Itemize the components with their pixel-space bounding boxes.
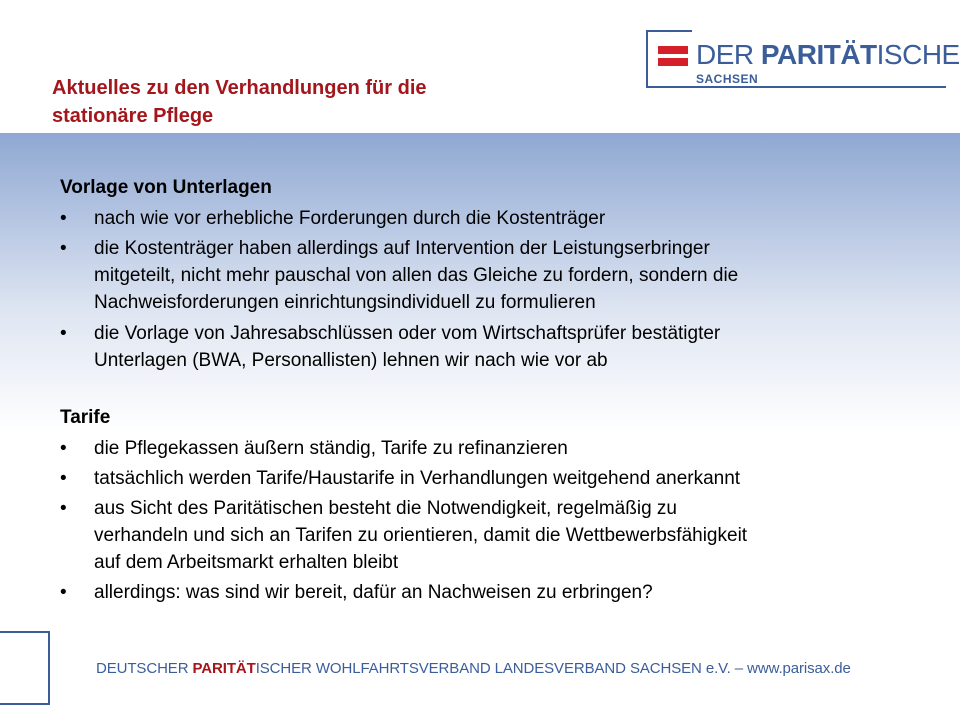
bullet-text: tatsächlich werden Tarife/Haustarife in Verhandlungen weitgehend anerkannt: [94, 468, 741, 489]
bullet-dot: •: [60, 438, 67, 459]
slide-footer: [96, 660, 851, 677]
logo-word-paritaet: PARITÄT: [760, 39, 877, 70]
corner-line-top: [0, 631, 50, 633]
bullet-text: aus Sicht des Paritätischen besteht die Notwendigkeit, regelmäßig zu verhandeln und sich an Tarifen zu orientieren, damit die Wettbewerbsfähigkeit auf dem Arbeitsmarkt erhalten bleibt: [94, 498, 748, 573]
corner-line-bottom: [0, 703, 50, 705]
bullet-text: die Kostenträger haben allerdings auf Intervention der Leistungserbringer mitgeteilt, nicht mehr pauschal von allen das Gleiche zu fordern, sondern die Nachweisforderungen einrichtungsindividuell zu formulieren: [94, 238, 739, 313]
bullet-dot: •: [60, 498, 67, 519]
bullet-text: nach wie vor erhebliche Forderungen durch die Kostenträger: [94, 208, 606, 229]
logo-word-der: DER: [696, 39, 761, 70]
footer-brand: PARITÄT: [192, 660, 256, 677]
bullet-text: die Pflegekassen äußern ständig, Tarife zu refinanzieren: [94, 438, 568, 459]
bullet-dot: •: [60, 468, 67, 489]
slide-title-line-1: Aktuelles zu den Verhandlungen für die: [52, 77, 427, 99]
footer-pre: DEUTSCHER: [96, 660, 193, 677]
bullet-dot: •: [60, 323, 67, 344]
logo-word-ische: ISCHE: [876, 39, 960, 70]
slide-title-line-2: stationäre Pflege: [52, 105, 214, 127]
corner-line-vertical: [48, 631, 50, 705]
footer-post: ISCHER WOHLFAHRTSVERBAND LANDESVERBAND SACHSEN e.V. – www.parisax.de: [255, 660, 851, 677]
bullet-text: allerdings: was sind wir bereit, dafür an Nachweisen zu erbringen?: [94, 582, 653, 603]
logo-subtitle: SACHSEN: [696, 72, 759, 86]
bullet-text: die Vorlage von Jahresabschlüssen oder vom Wirtschaftsprüfer bestätigter Unterlagen (BWA, Personallisten) lehnen wir nach wie vor ab: [94, 323, 721, 371]
bullet-dot: •: [60, 208, 67, 229]
bullet-dot: •: [60, 582, 67, 603]
section-heading-tarife: Tarife: [60, 407, 111, 428]
footer-corner-frame: [0, 631, 52, 705]
section-heading-unterlagen: Vorlage von Unterlagen: [60, 177, 272, 198]
bullet-dot: •: [60, 238, 67, 259]
